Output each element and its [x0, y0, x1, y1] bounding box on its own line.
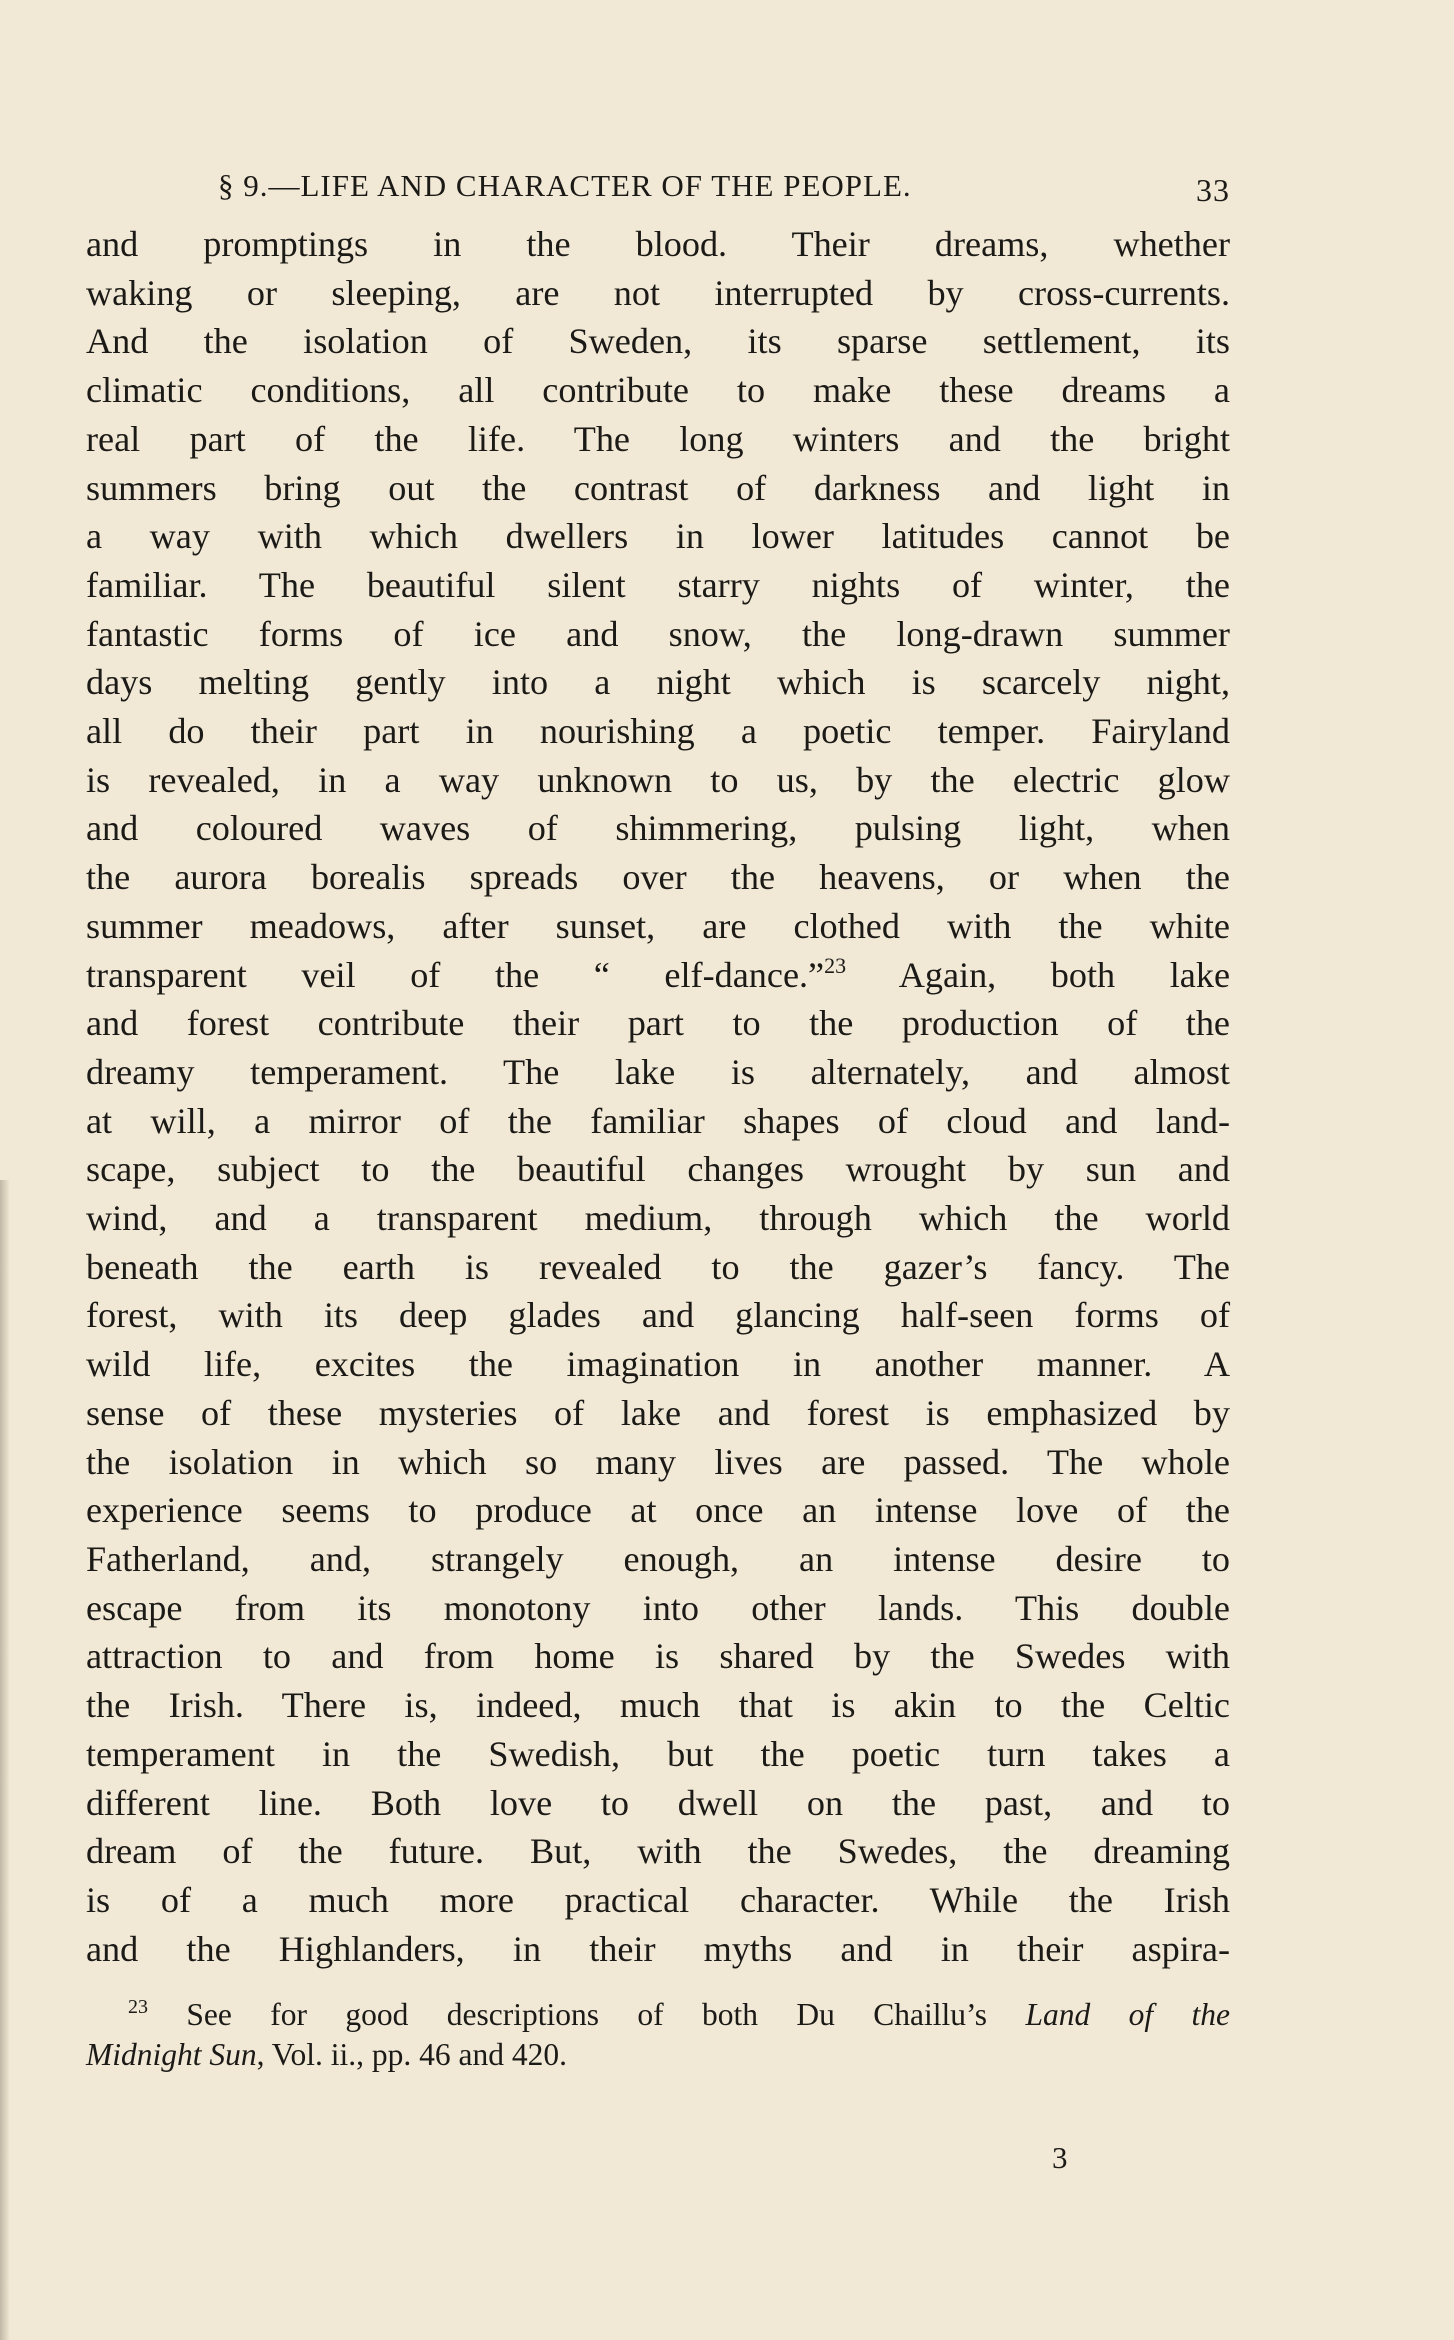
- text-line: summers bring out the contrast of darkness and light in: [86, 467, 1230, 508]
- text-line: is of a much more practical character. While the Irish: [86, 1879, 1230, 1920]
- text-line: wind, and a transparent medium, through which the world: [86, 1198, 1230, 1239]
- text-line: different line. Both love to dwell on the past, and to: [86, 1782, 1230, 1823]
- text-line: and coloured waves of shimmering, pulsing light, when: [86, 808, 1230, 849]
- text-line: experience seems to produce at once an intense love of the: [86, 1490, 1230, 1531]
- text-line: the Irish. There is, indeed, much that is akin to the Celtic: [86, 1685, 1230, 1726]
- text-line-with-footnote-ref: [86, 951, 1230, 1000]
- text-line: forest, with its deep glades and glancing half-seen forms of: [86, 1295, 1230, 1336]
- text-line: wild life, excites the imagination in another manner. A: [86, 1344, 1230, 1385]
- text-line: is revealed, in a way unknown to us, by the electric glow: [86, 759, 1230, 800]
- text-line: dreamy temperament. The lake is alternately, and almost: [86, 1051, 1230, 1092]
- body-text: [86, 220, 1230, 1973]
- footnote: [86, 1995, 1230, 2075]
- text-line: escape from its monotony into other lands. This double: [86, 1587, 1230, 1628]
- text-line: summer meadows, after sunset, are clothed with the white: [86, 905, 1230, 946]
- text-line: And the isolation of Sweden, its sparse settlement, its: [86, 321, 1230, 362]
- footnote-book-title: Land of the: [1025, 1997, 1230, 2033]
- text-line: attraction to and from home is shared by the Swedes with: [86, 1636, 1230, 1677]
- page-binding-edge: [0, 1180, 10, 2340]
- text-line: all do their part in nourishing a poetic temper. Fairyland: [86, 711, 1230, 752]
- text-line: the isolation in which so many lives are passed. The whole: [86, 1441, 1230, 1482]
- running-head: [86, 160, 1230, 220]
- text-line: waking or sleeping, are not interrupted by cross-currents.: [86, 272, 1230, 313]
- text-line: sense of these mysteries of lake and forest is emphasized by: [86, 1392, 1230, 1433]
- book-page: [86, 160, 1230, 2075]
- text-line: Fatherland, and, strangely enough, an intense desire to: [86, 1538, 1230, 1579]
- signature-mark: 3: [1052, 2140, 1068, 2175]
- footnote-text: See for good descriptions of both Du Chaillu’s: [148, 1997, 1026, 2033]
- footnote-line: [86, 1995, 1230, 2035]
- text-line-part: transparent veil of the “ elf-dance.”: [86, 954, 825, 995]
- running-head-title: § 9.—LIFE AND CHARACTER OF THE PEOPLE.: [218, 168, 912, 203]
- text-line: beneath the earth is revealed to the gazer’s fancy. The: [86, 1246, 1230, 1287]
- text-line-part: Again, both lake: [846, 954, 1231, 995]
- text-line: familiar. The beautiful silent starry nights of winter, the: [86, 564, 1230, 605]
- footnote-text: , Vol. ii., pp. 46 and 420.: [256, 2037, 567, 2073]
- footnote-line: [86, 2035, 1230, 2075]
- text-line: a way with which dwellers in lower latitudes cannot be: [86, 516, 1230, 557]
- footnote-reference[interactable]: 23: [824, 952, 847, 978]
- text-line: climatic conditions, all contribute to make these dreams a: [86, 370, 1230, 411]
- page-number: 33: [1196, 172, 1230, 208]
- footnote-number: 23: [128, 1996, 148, 2019]
- text-line: the aurora borealis spreads over the heavens, or when the: [86, 857, 1230, 898]
- text-line: at will, a mirror of the familiar shapes of cloud and land-: [86, 1100, 1230, 1141]
- text-line: temperament in the Swedish, but the poetic turn takes a: [86, 1733, 1230, 1774]
- text-line: fantastic forms of ice and snow, the long-drawn summer: [86, 613, 1230, 654]
- text-line: and the Highlanders, in their myths and in their aspira-: [86, 1928, 1230, 1969]
- text-line: scape, subject to the beautiful changes wrought by sun and: [86, 1149, 1230, 1190]
- text-line: and promptings in the blood. Their dreams, whether: [86, 224, 1230, 264]
- footnote-book-title: Midnight Sun: [86, 2037, 257, 2073]
- text-line: and forest contribute their part to the production of the: [86, 1003, 1230, 1044]
- text-line: days melting gently into a night which is scarcely night,: [86, 662, 1230, 703]
- text-line: real part of the life. The long winters and the bright: [86, 418, 1230, 459]
- text-line: dream of the future. But, with the Swedes, the dreaming: [86, 1831, 1230, 1872]
